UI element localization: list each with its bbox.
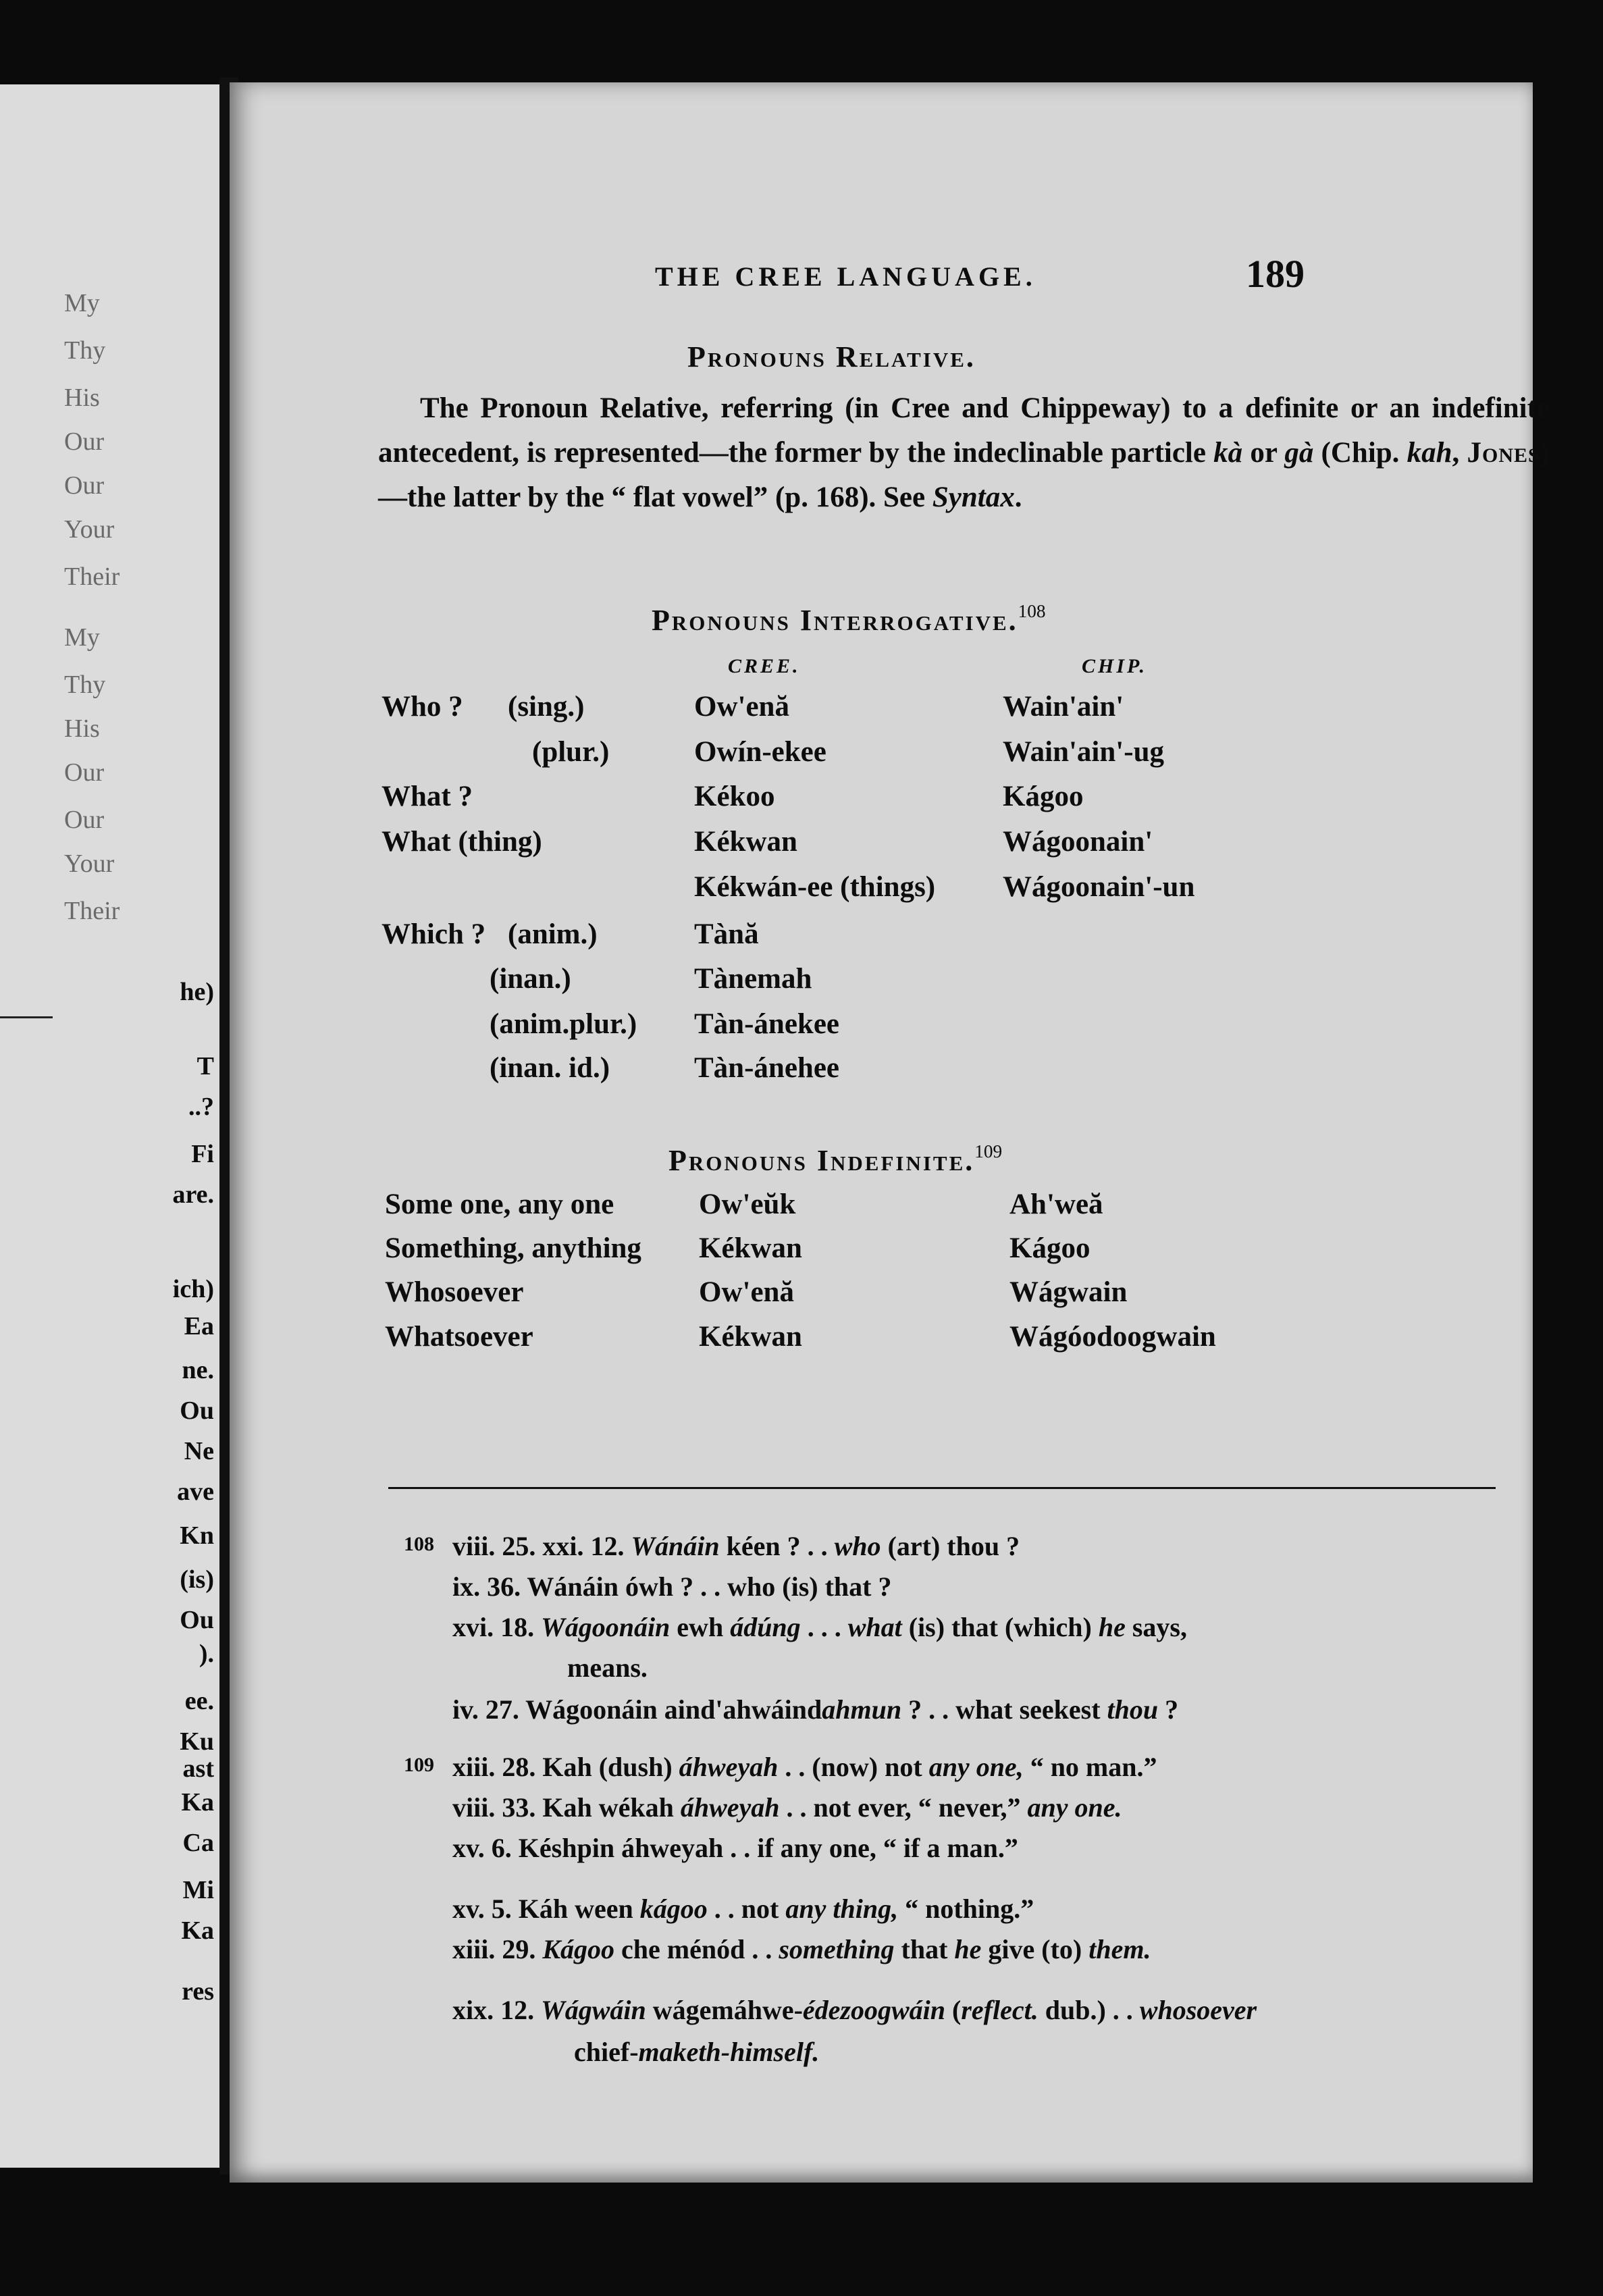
facing-page-fragment: ich) bbox=[172, 1275, 214, 1303]
facing-page-fragment: Ca bbox=[182, 1829, 214, 1857]
facing-page-fragment: Our bbox=[64, 471, 105, 500]
indefinite-chippeway: Wágwain bbox=[1009, 1276, 1128, 1308]
page-number: 189 bbox=[1246, 252, 1305, 296]
facing-page-fragment: Ku bbox=[180, 1727, 214, 1756]
indefinite-chippeway: Kágoo bbox=[1009, 1232, 1090, 1264]
facing-page-fragment: Their bbox=[64, 897, 120, 925]
facing-page-fragment: (is) bbox=[180, 1565, 214, 1594]
interrogative-cree: Tàn-ánehee bbox=[694, 1052, 839, 1084]
facing-page-fragment: Our bbox=[64, 758, 105, 787]
interrogative-chippeway: Wain'ain' bbox=[1003, 691, 1124, 723]
interrogative-english: What ? bbox=[382, 781, 473, 812]
interrogative-qualifier: (anim.plur.) bbox=[490, 1008, 637, 1040]
facing-page-fragment: Ne bbox=[184, 1437, 214, 1465]
facing-page-fragment: Your bbox=[64, 850, 115, 878]
indefinite-english: Some one, any one bbox=[385, 1189, 614, 1220]
interrogative-cree: Owín-ekee bbox=[694, 736, 826, 768]
interrogative-chippeway: Wágoonain'-un bbox=[1003, 871, 1195, 903]
column-head-cree: CREE. bbox=[728, 655, 801, 677]
interrogative-cree: Ow'enă bbox=[694, 691, 789, 723]
interrogative-cree: Kékwan bbox=[694, 826, 797, 858]
indefinite-english: Whosoever bbox=[385, 1276, 524, 1308]
running-head: THE CREE LANGUAGE. bbox=[655, 261, 1036, 292]
indefinite-english: Something, anything bbox=[385, 1232, 641, 1264]
facing-page-fragment: Our bbox=[64, 427, 105, 456]
interrogative-qualifier: (inan.) bbox=[490, 963, 571, 995]
facing-page-fragment: ne. bbox=[182, 1356, 214, 1384]
facing-page-fragment: ee. bbox=[184, 1687, 214, 1715]
facing-page-fragment: Ka bbox=[181, 1788, 214, 1817]
indefinite-chippeway: Wágóodoogwain bbox=[1009, 1321, 1216, 1353]
facing-page-fragment: His bbox=[64, 714, 100, 743]
interrogative-english: What (thing) bbox=[382, 826, 542, 858]
facing-page-fragment: ast bbox=[182, 1754, 214, 1783]
interrogative-cree: Kékwán-ee (things) bbox=[694, 871, 936, 903]
interrogative-cree: Tànă bbox=[694, 918, 759, 950]
indefinite-english: Whatsoever bbox=[385, 1321, 533, 1353]
footnote-line: xvi. 18. Wágoonáin ewh ádúng . . . what (is) that (which) he says, bbox=[452, 1612, 1187, 1642]
facing-page-fragment: Your bbox=[64, 515, 115, 544]
facing-page-fragment: Fi bbox=[191, 1140, 214, 1168]
facing-page-fragment: he) bbox=[180, 978, 214, 1006]
facing-page-rule bbox=[0, 1016, 53, 1018]
facing-page-fragment: Thy bbox=[64, 336, 106, 365]
facing-page-fragment: Thy bbox=[64, 671, 106, 699]
book-page bbox=[230, 82, 1550, 2183]
facing-page-fragment: Ea bbox=[184, 1312, 214, 1340]
facing-page-fragment: Their bbox=[64, 563, 120, 591]
indefinite-cree: Kékwan bbox=[699, 1321, 802, 1353]
footnote-line: viii. 33. Kah wékah áhweyah . . not ever, “ never,” any one. bbox=[452, 1792, 1122, 1823]
facing-page bbox=[0, 84, 219, 2168]
facing-page-fragment: Ou bbox=[180, 1606, 214, 1634]
footnote-ref-108: 108 bbox=[1018, 601, 1046, 621]
interrogative-cree: Kékoo bbox=[694, 781, 775, 812]
footnote-ref-109: 109 bbox=[974, 1141, 1003, 1162]
facing-page-fragment: My bbox=[64, 623, 100, 652]
indefinite-cree: Ow'eŭk bbox=[699, 1189, 796, 1220]
facing-page-fragment: T bbox=[196, 1052, 214, 1080]
facing-page-fragment: res bbox=[182, 1977, 214, 2006]
interrogative-qualifier: (anim.) bbox=[508, 918, 598, 950]
facing-page-fragment: ave bbox=[177, 1478, 214, 1506]
interrogative-chippeway: Wain'ain'-ug bbox=[1003, 736, 1164, 768]
interrogative-cree: Tànemah bbox=[694, 963, 812, 995]
facing-page-fragment: Our bbox=[64, 806, 105, 834]
interrogative-english: Who ? bbox=[382, 691, 463, 723]
indefinite-cree: Kékwan bbox=[699, 1232, 802, 1264]
footnote-line: xix. 12. Wágwáin wágemáhwe-édezoogwáin (reflect. dub.) . . whosoever bbox=[452, 1995, 1257, 2025]
column-head-chip: CHIP. bbox=[1082, 655, 1147, 677]
interrogative-qualifier: (sing.) bbox=[508, 691, 585, 723]
facing-page-fragment: are. bbox=[172, 1180, 214, 1209]
interrogative-qualifier: (plur.) bbox=[532, 736, 610, 768]
facing-page-fragment: Ka bbox=[181, 1916, 214, 1945]
interrogative-qualifier: (inan. id.) bbox=[490, 1052, 610, 1084]
footnote-line: ix. 36. Wánáin ówh ? . . who (is) that ? bbox=[452, 1571, 892, 1602]
interrogative-english: Which ? bbox=[382, 918, 486, 950]
facing-page-fragment: Ou bbox=[180, 1397, 214, 1425]
section-heading-interrogative: Pronouns Interrogative.$^{108}$ bbox=[652, 601, 1046, 637]
footnote-number: 108 bbox=[404, 1533, 434, 1555]
facing-page-fragment: His bbox=[64, 384, 100, 412]
facing-page-fragment: ). bbox=[199, 1640, 214, 1668]
footnote-line: xiii. 29. Kágoo che ménód . . something that he give (to) them. bbox=[452, 1934, 1151, 1964]
interrogative-chippeway: Kágoo bbox=[1003, 781, 1084, 812]
indefinite-cree: Ow'enă bbox=[699, 1276, 794, 1308]
footnote-line: xv. 5. Káh ween kágoo . . not any thing, “ nothing.” bbox=[452, 1894, 1034, 1924]
footnote-line: iv. 27. Wágoonáin aind'ahwáindahmun ? . . what seekest thou ? bbox=[452, 1694, 1179, 1725]
section-heading-relative: Pronouns Relative. bbox=[687, 340, 976, 373]
facing-page-fragment: My bbox=[64, 289, 100, 317]
interrogative-chippeway: Wágoonain' bbox=[1003, 826, 1153, 858]
interrogative-cree: Tàn-ánekee bbox=[694, 1008, 839, 1040]
footnote-line: viii. 25. xxi. 12. Wánáin kéen ? . . who (art) thou ? bbox=[452, 1531, 1020, 1561]
relative-paragraph: The Pronoun Relative, referring (in Cree and Chippeway) to a definite or an indefinite antecedent, is represented—the former by the indeclinable particle kà or gà (Chip. kah, Jones)—the latter by the “ flat vowel” (p. 168). See Syntax. bbox=[378, 392, 1550, 513]
footnote-line: means. bbox=[567, 1652, 648, 1683]
section-heading-indefinite: Pronouns Indefinite.$^{109}$ bbox=[668, 1141, 1003, 1178]
indefinite-chippeway: Ah'weă bbox=[1009, 1189, 1103, 1220]
footnote-line: xiii. 28. Kah (dush) áhweyah . . (now) not any one, “ no man.” bbox=[452, 1752, 1157, 1782]
facing-page-fragment: Kn bbox=[180, 1521, 214, 1550]
facing-page-fragment: ..? bbox=[188, 1093, 214, 1121]
facing-page-fragment: Mi bbox=[182, 1876, 214, 1904]
footnote-rule bbox=[388, 1487, 1496, 1489]
footnote-line: xv. 6. Késhpin áhweyah . . if any one, “ if a man.” bbox=[452, 1833, 1018, 1863]
footnote-line: chief-maketh-himself. bbox=[574, 2037, 820, 2067]
footnote-number: 109 bbox=[404, 1754, 434, 1776]
